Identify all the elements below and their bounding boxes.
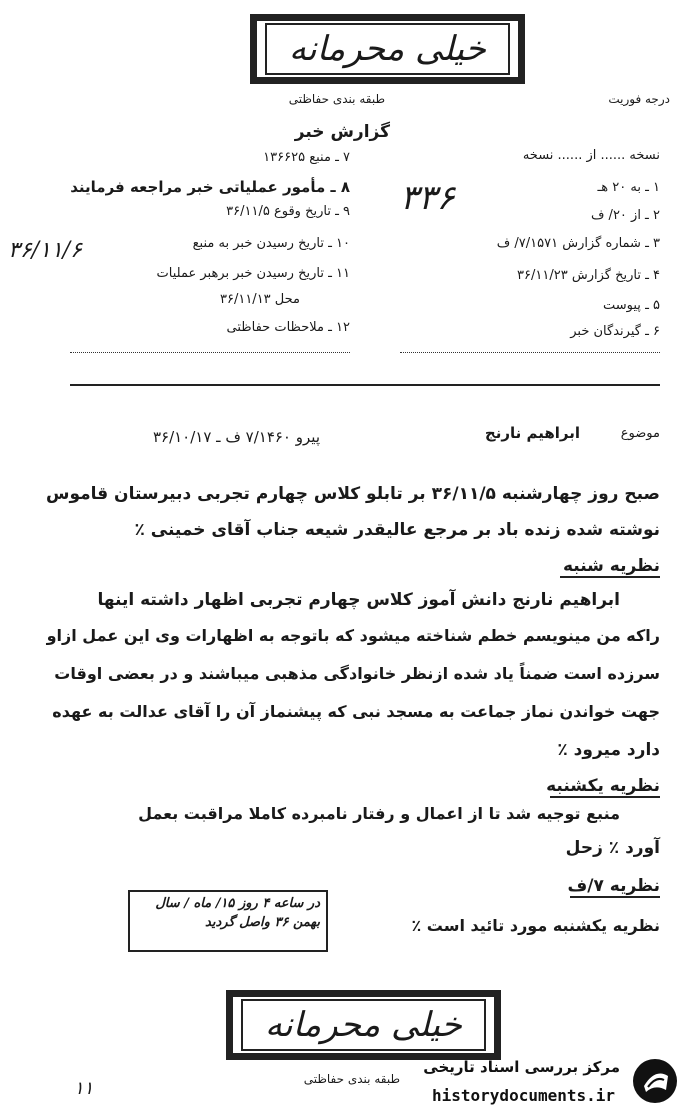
classification-stamp-text: خیلی محرمانه: [241, 999, 486, 1051]
right-field: ۳ ـ شماره گزارش ۷/۱۵۷۱/ ف: [496, 236, 660, 251]
classification-stamp-bottom: [226, 990, 501, 1060]
body-line: ابراهیم نارنج دانش آموز کلاس چهارم تجربی اظهار داشته اینها: [97, 590, 620, 610]
classification-stamp-text: خیلی محرمانه: [265, 23, 510, 75]
left-field: ۷ ـ منبع ۱۳۶۶۲۵: [263, 150, 350, 165]
body-line: جهت خواندن نماز جماعت به مسجد نبی که پیشنماز آن را آقای عدالت به عهده: [52, 702, 660, 721]
page-mark: ۱۱: [74, 1078, 94, 1099]
received-stamp-line: در ساعه ۴ روز ۱۵/ ماه / سال: [155, 896, 320, 911]
right-field: ۱ ـ به ۲۰ هـ: [597, 180, 660, 195]
priority-label: درجه فوریت: [608, 92, 670, 106]
right-field: ۵ ـ پیوست: [603, 298, 660, 313]
subject-label: موضوع: [620, 426, 660, 441]
handwritten-number: ۳۳۶: [400, 178, 455, 218]
section-heading: نظریه ۷/ف: [567, 876, 660, 896]
subject-value: ابراهیم نارنج: [484, 424, 580, 442]
left-field: ۸ ـ مأمور عملیاتی خبر مراجعه فرمایند: [70, 178, 350, 196]
report-title: گزارش خبر: [294, 122, 390, 142]
received-stamp-line: بهمن ۳۶ واصل گردید: [205, 915, 320, 930]
right-field: ۴ ـ تاریخ گزارش ۳۶/۱۱/۲۳: [517, 268, 660, 283]
body-line: نوشته شده زنده باد بر مرجع عالیقدر شیعه جناب آقای خمینی ٪: [134, 520, 660, 540]
header-divider: [70, 384, 660, 386]
reference-line: پیرو ۷/۱۴۶۰ ف ـ ۳۶/۱۰/۱۷: [152, 428, 320, 446]
classification-stamp-top: [250, 14, 525, 84]
section-heading: نظریه یکشنبه: [546, 776, 660, 796]
archive-watermark-title: مرکز بررسی اسناد تاریخی: [423, 1058, 620, 1076]
body-line: نظریه یکشنبه مورد تائید است ٪: [411, 916, 660, 935]
body-line: سرزده است ضمناً یاد شده ازنظر خانوادگی مذهبی میباشند و در بعضی اوقات: [54, 664, 660, 683]
left-field: ۱۰ ـ تاریخ رسیدن خبر به منبع: [192, 236, 350, 251]
right-field: ۶ ـ گیرندگان خبر: [570, 324, 660, 339]
body-line: آورد ٪ زحل: [565, 838, 660, 858]
handwritten-date: ۳۶/۱۱/۶: [8, 238, 82, 263]
dotted-rule: [400, 352, 660, 353]
body-line: منبع توجیه شد تا از اعمال و رفتار نامبرده کاملا مراقبت بعمل: [138, 804, 620, 823]
archive-logo: [630, 1056, 680, 1106]
body-line: صبح روز چهارشنبه ۳۶/۱۱/۵ بر تابلو کلاس چهارم تجربی دبیرستان قاموس: [45, 484, 660, 504]
received-stamp: [128, 890, 328, 952]
left-field: ۱۱ ـ تاریخ رسیدن خبر برهبر عملیات: [156, 266, 350, 281]
section-heading: نظریه شنبه: [560, 556, 660, 578]
left-field: ۱۲ ـ ملاحظات حفاظتی: [226, 320, 350, 335]
classification-caption-top: طبقه بندی حفاظتی: [288, 92, 385, 106]
dotted-rule: [70, 352, 350, 353]
left-field: محل ۳۶/۱۱/۱۳: [220, 292, 300, 307]
body-line: راکه من مینویسم خطم شناخته میشود که باتوجه به اظهارات وی این عمل ازاو: [46, 626, 660, 645]
right-field: ۲ ـ از ۲۰/ ف: [590, 208, 660, 223]
archive-watermark-url: historydocuments.ir: [432, 1086, 616, 1105]
left-field: ۹ ـ تاریخ وقوع ۳۶/۱۱/۵: [226, 204, 350, 219]
copy-line: نسخه ...... از ...... نسخه: [522, 148, 660, 163]
classification-caption-bottom: طبقه بندی حفاظتی: [303, 1072, 400, 1086]
body-line: دارد میرود ٪: [557, 740, 660, 760]
